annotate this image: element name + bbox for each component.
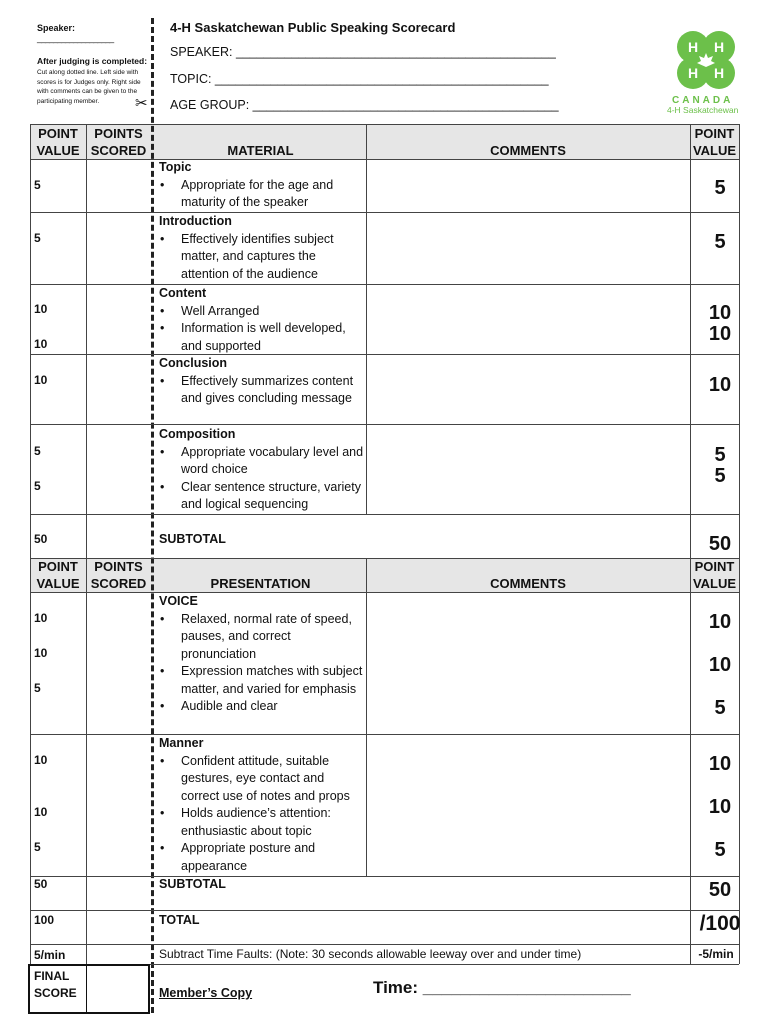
material-subtotal-right: 50 bbox=[708, 533, 732, 555]
list-item: • Information is well developed, and supported bbox=[159, 320, 364, 355]
table-border-left bbox=[30, 124, 31, 964]
svg-text:H: H bbox=[687, 39, 699, 55]
list-item: • Clear sentence structure, variety and logical sequencing bbox=[159, 479, 364, 514]
content-value-2: 10 bbox=[34, 337, 48, 351]
topic-field[interactable]: TOPIC: ________________________________________________ bbox=[170, 72, 549, 86]
row-line bbox=[30, 284, 739, 285]
topic-right-value: 5 bbox=[714, 177, 726, 199]
list-item: • Confident attitude, suitable gestures, eye contact and correct use of notes and props bbox=[159, 753, 364, 806]
manner-right-value-1: 10 bbox=[708, 753, 732, 775]
total-value: 100 bbox=[34, 913, 55, 927]
row-line bbox=[30, 876, 739, 877]
row-line bbox=[30, 424, 739, 425]
presentation-subtotal-value: 50 bbox=[34, 877, 48, 891]
voice-value-1: 10 bbox=[34, 611, 48, 625]
points-scored-header: POINTS SCORED bbox=[90, 126, 147, 158]
row-line bbox=[30, 159, 739, 160]
row-line bbox=[30, 944, 739, 945]
composition-right-value-1: 5 bbox=[714, 444, 726, 466]
page-title: 4-H Saskatchewan Public Speaking Scorecard bbox=[170, 20, 456, 35]
manner-section bbox=[159, 735, 364, 875]
scissors-icon: ✂ bbox=[135, 95, 148, 112]
conclusion-value: 10 bbox=[34, 373, 48, 387]
manner-right-value-2: 10 bbox=[708, 796, 732, 818]
list-item: • Effectively identifies subject matter, and captures the attention of the audience bbox=[159, 231, 364, 284]
col-divider-comments bbox=[366, 124, 367, 514]
conclusion-title: Conclusion bbox=[159, 356, 228, 370]
speaker-field[interactable]: SPEAKER: ______________________________________________ bbox=[170, 45, 556, 59]
list-item: • Relaxed, normal rate of speed, pauses, and correct pronunciation bbox=[159, 611, 364, 664]
content-section bbox=[159, 285, 364, 355]
material-subtotal-value: 50 bbox=[34, 532, 48, 546]
list-item: • Appropriate vocabulary level and word choice bbox=[159, 444, 364, 479]
manner-value-1: 10 bbox=[34, 753, 48, 767]
introduction-value: 5 bbox=[34, 231, 41, 245]
list-item: • Appropriate for the age and maturity of the speaker bbox=[159, 177, 364, 212]
composition-value-1: 5 bbox=[34, 444, 41, 458]
comments-header: COMMENTS bbox=[490, 576, 566, 591]
introduction-title: Introduction bbox=[159, 214, 232, 228]
time-fault-text: Subtract Time Faults: (Note: 30 seconds allowable leeway over and under time) bbox=[159, 947, 582, 961]
composition-title: Composition bbox=[159, 427, 236, 441]
time-field[interactable]: Time: ______________________ bbox=[373, 978, 631, 997]
material-header: MATERIAL bbox=[227, 143, 294, 158]
list-item: • Holds audience’s attention: enthusiastic about topic bbox=[159, 805, 364, 840]
conclusion-section bbox=[159, 355, 364, 408]
list-item: • Well Arranged bbox=[159, 303, 364, 321]
total-label: TOTAL bbox=[159, 913, 200, 927]
point-value-header: POINT VALUE bbox=[36, 559, 80, 591]
col-divider-1 bbox=[86, 124, 87, 964]
row-line bbox=[30, 514, 739, 515]
list-item: • Effectively summarizes content and gives concluding message bbox=[159, 373, 364, 408]
point-value-header: POINT VALUE bbox=[36, 126, 80, 158]
list-item: • Appropriate posture and appearance bbox=[159, 840, 364, 875]
comments-header: COMMENTS bbox=[490, 143, 566, 158]
content-title: Content bbox=[159, 286, 207, 300]
voice-right-value-2: 10 bbox=[708, 654, 732, 676]
manner-title: Manner bbox=[159, 736, 204, 750]
content-right-value-1: 10 bbox=[708, 302, 732, 324]
logo-country: CANADA bbox=[672, 95, 734, 106]
row-line bbox=[30, 592, 739, 593]
topic-value: 5 bbox=[34, 178, 41, 192]
composition-value-2: 5 bbox=[34, 479, 41, 493]
presentation-subtotal-right: 50 bbox=[708, 879, 732, 901]
point-value-header-right: POINT VALUE bbox=[692, 559, 737, 591]
presentation-subtotal-label: SUBTOTAL bbox=[159, 877, 226, 891]
voice-value-3: 5 bbox=[34, 681, 41, 695]
age-group-field[interactable]: AGE GROUP: ____________________________________________ bbox=[170, 98, 559, 112]
voice-right-value-1: 10 bbox=[708, 611, 732, 633]
introduction-section bbox=[159, 213, 364, 283]
manner-value-3: 5 bbox=[34, 840, 41, 854]
svg-text:H: H bbox=[687, 65, 699, 81]
voice-title: VOICE bbox=[159, 594, 198, 608]
speaker-label: Speaker: bbox=[37, 23, 76, 33]
list-item: • Audible and clear bbox=[159, 698, 364, 716]
row-line bbox=[30, 212, 739, 213]
topic-title: Topic bbox=[159, 160, 192, 174]
final-score-divider bbox=[86, 964, 87, 1014]
row-line bbox=[30, 354, 739, 355]
composition-section bbox=[159, 426, 364, 514]
voice-value-2: 10 bbox=[34, 646, 48, 660]
material-subtotal-label: SUBTOTAL bbox=[159, 532, 226, 546]
col-divider-comments-2 bbox=[366, 558, 367, 876]
manner-value-2: 10 bbox=[34, 805, 48, 819]
row-line bbox=[30, 734, 739, 735]
svg-text:H: H bbox=[713, 39, 725, 55]
presentation-header: PRESENTATION bbox=[210, 576, 311, 591]
conclusion-right-value: 10 bbox=[708, 374, 732, 396]
time-fault-value: 5/min bbox=[34, 948, 66, 962]
svg-text:H: H bbox=[713, 65, 725, 81]
speaker-line: ___________________ bbox=[37, 33, 114, 43]
cut-line bbox=[151, 18, 154, 1013]
voice-right-value-3: 5 bbox=[714, 697, 726, 719]
total-right-value: /100 bbox=[699, 912, 741, 935]
manner-right-value-3: 5 bbox=[714, 839, 726, 861]
final-score-input[interactable] bbox=[88, 966, 148, 1012]
row-line bbox=[30, 910, 739, 911]
introduction-right-value: 5 bbox=[714, 231, 726, 253]
points-scored-header: POINTS SCORED bbox=[90, 559, 147, 591]
content-value-1: 10 bbox=[34, 302, 48, 316]
composition-right-value-2: 5 bbox=[714, 465, 726, 487]
topic-section bbox=[159, 159, 364, 212]
content-right-value-2: 10 bbox=[708, 323, 732, 345]
after-judging-text: Cut along dotted line. Left side with scores is for Judges only. Right side with comments can be given to the participating member. bbox=[37, 69, 141, 105]
final-score-label: FINAL SCORE bbox=[34, 969, 77, 1000]
time-fault-right: -5/min bbox=[698, 947, 734, 961]
voice-section bbox=[159, 593, 364, 716]
point-value-header-right: POINT VALUE bbox=[692, 126, 737, 158]
list-item: • Expression matches with subject matter, and varied for emphasis bbox=[159, 663, 364, 698]
members-copy-label: Member’s Copy bbox=[159, 986, 253, 1000]
clover-logo-icon bbox=[667, 28, 745, 94]
logo-org: 4-H Saskatchewan bbox=[667, 105, 739, 115]
after-judging-title: After judging is completed: bbox=[37, 56, 148, 66]
